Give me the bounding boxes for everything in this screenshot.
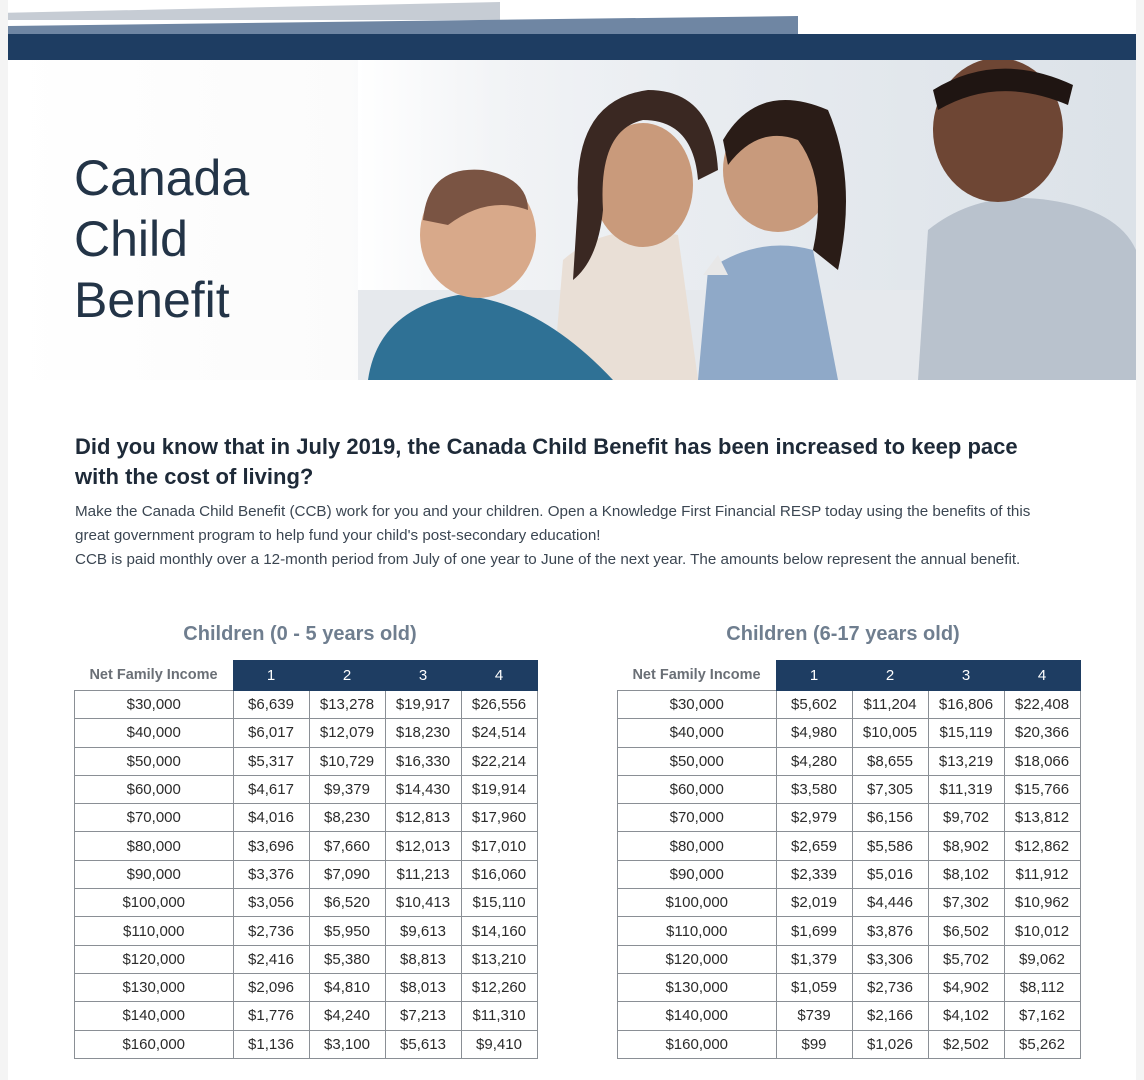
column-header: 3: [928, 661, 1004, 691]
benefit-cell: $3,696: [233, 832, 309, 860]
benefit-cell: $14,430: [385, 775, 461, 803]
benefit-cell: $18,230: [385, 719, 461, 747]
table-body: [618, 691, 1081, 1059]
benefit-cell: $5,702: [928, 945, 1004, 973]
income-cell: $50,000: [75, 747, 234, 775]
income-cell: $130,000: [618, 973, 777, 1001]
benefit-cell: $8,112: [1004, 973, 1080, 1001]
table-row: [75, 1030, 538, 1058]
income-cell: $80,000: [618, 832, 777, 860]
income-cell: $110,000: [618, 917, 777, 945]
column-header: Net Family Income: [89, 667, 218, 684]
income-cell: $60,000: [75, 775, 234, 803]
benefit-cell: $4,810: [309, 973, 385, 1001]
benefit-cell: $10,729: [309, 747, 385, 775]
benefit-cell: $6,017: [233, 719, 309, 747]
benefit-cell: $7,302: [928, 889, 1004, 917]
income-cell: $160,000: [618, 1030, 777, 1058]
benefit-cell: $2,096: [233, 973, 309, 1001]
benefit-cell: $1,026: [852, 1030, 928, 1058]
benefit-cell: $11,213: [385, 860, 461, 888]
income-cell: $110,000: [75, 917, 234, 945]
benefit-table: [617, 660, 1081, 1059]
table-row: [618, 945, 1081, 973]
benefit-cell: $22,408: [1004, 691, 1080, 719]
benefit-cell: $11,912: [1004, 860, 1080, 888]
income-cell: $60,000: [618, 775, 777, 803]
table-row: [618, 889, 1081, 917]
benefit-cell: $2,166: [852, 1002, 928, 1030]
benefit-cell: $6,502: [928, 917, 1004, 945]
income-cell: $70,000: [75, 804, 234, 832]
document-page: [8, 0, 1136, 1080]
benefit-cell: $18,066: [1004, 747, 1080, 775]
table-header-row: [618, 661, 1081, 691]
table-row: [75, 945, 538, 973]
table-row: [618, 917, 1081, 945]
benefit-cell: $99: [776, 1030, 852, 1058]
benefit-cell: $19,914: [461, 775, 537, 803]
hero-title-line: Benefit: [74, 272, 230, 328]
benefit-cell: $10,005: [852, 719, 928, 747]
income-cell: $30,000: [75, 691, 234, 719]
income-cell: $90,000: [75, 860, 234, 888]
income-cell: $120,000: [618, 945, 777, 973]
column-header: 1: [776, 661, 852, 691]
benefit-cell: $4,446: [852, 889, 928, 917]
benefit-cell: $9,613: [385, 917, 461, 945]
benefit-cell: $2,019: [776, 889, 852, 917]
intro-paragraph: CCB is paid monthly over a 12-month period from July of one year to June of the next year. The amounts below represent the annual benefit.: [75, 551, 1021, 568]
table-row: [75, 1002, 538, 1030]
benefit-cell: $13,210: [461, 945, 537, 973]
benefit-cell: $13,812: [1004, 804, 1080, 832]
benefit-cell: $3,376: [233, 860, 309, 888]
benefit-cell: $20,366: [1004, 719, 1080, 747]
benefit-cell: $2,416: [233, 945, 309, 973]
benefit-cell: $2,979: [776, 804, 852, 832]
table-row: [75, 804, 538, 832]
benefit-cell: $26,556: [461, 691, 537, 719]
benefit-cell: $15,110: [461, 889, 537, 917]
benefit-cell: $11,319: [928, 775, 1004, 803]
table-row: [618, 719, 1081, 747]
benefit-cell: $5,262: [1004, 1030, 1080, 1058]
table-row: [75, 917, 538, 945]
intro-paragraph: Make the Canada Child Benefit (CCB) work for you and your children. Open a Knowledge First Financial RESP today using the benefits of this great government program to help fund your child's post-secondary education!: [75, 503, 1031, 544]
benefit-cell: $11,310: [461, 1002, 537, 1030]
table-row: [618, 775, 1081, 803]
benefit-cell: $4,280: [776, 747, 852, 775]
income-cell: $50,000: [618, 747, 777, 775]
benefit-cell: $14,160: [461, 917, 537, 945]
table-row: [75, 832, 538, 860]
column-header: 4: [461, 661, 537, 691]
benefit-cell: $4,902: [928, 973, 1004, 1001]
benefit-cell: $2,736: [233, 917, 309, 945]
decorative-bar-light: [8, 2, 500, 20]
family-photo: [358, 60, 1136, 380]
decorative-bar-dark: [8, 34, 1136, 60]
income-cell: $140,000: [75, 1002, 234, 1030]
income-cell: $120,000: [75, 945, 234, 973]
table-row: [618, 832, 1081, 860]
table-header-row: [75, 661, 538, 691]
table-row: [618, 747, 1081, 775]
benefit-cell: $4,102: [928, 1002, 1004, 1030]
table-body: [75, 691, 538, 1059]
benefit-cell: $16,060: [461, 860, 537, 888]
benefit-cell: $10,962: [1004, 889, 1080, 917]
column-header: 2: [309, 661, 385, 691]
benefit-cell: $1,136: [233, 1030, 309, 1058]
benefit-cell: $8,813: [385, 945, 461, 973]
table-row: [75, 775, 538, 803]
benefit-cell: $1,776: [233, 1002, 309, 1030]
benefit-cell: $9,410: [461, 1030, 537, 1058]
benefit-cell: $7,213: [385, 1002, 461, 1030]
table-row: [618, 860, 1081, 888]
income-cell: $100,000: [618, 889, 777, 917]
income-cell: $130,000: [75, 973, 234, 1001]
table-row: [618, 804, 1081, 832]
benefit-cell: $5,613: [385, 1030, 461, 1058]
benefit-cell: $4,240: [309, 1002, 385, 1030]
benefit-cell: $5,380: [309, 945, 385, 973]
benefit-cell: $12,079: [309, 719, 385, 747]
benefit-cell: $24,514: [461, 719, 537, 747]
benefit-cell: $7,162: [1004, 1002, 1080, 1030]
table-row: [75, 860, 538, 888]
benefit-cell: $8,013: [385, 973, 461, 1001]
benefit-cell: $3,876: [852, 917, 928, 945]
hero-title-line: Canada: [74, 150, 250, 206]
benefit-cell: $5,016: [852, 860, 928, 888]
benefit-cell: $17,960: [461, 804, 537, 832]
column-header: Net Family Income: [632, 667, 761, 684]
benefit-cell: $16,330: [385, 747, 461, 775]
income-cell: $40,000: [618, 719, 777, 747]
table-row: [618, 1002, 1081, 1030]
table-row: [75, 973, 538, 1001]
benefit-cell: $2,659: [776, 832, 852, 860]
income-cell: $140,000: [618, 1002, 777, 1030]
income-cell: $90,000: [618, 860, 777, 888]
table-title: Children (6-17 years old): [726, 623, 960, 645]
benefit-cell: $13,219: [928, 747, 1004, 775]
benefit-cell: $739: [776, 1002, 852, 1030]
benefit-cell: $3,580: [776, 775, 852, 803]
income-cell: $80,000: [75, 832, 234, 860]
column-header: 1: [233, 661, 309, 691]
table-row: [75, 719, 538, 747]
benefit-cell: $8,102: [928, 860, 1004, 888]
benefit-cell: $9,702: [928, 804, 1004, 832]
income-cell: $100,000: [75, 889, 234, 917]
benefit-cell: $19,917: [385, 691, 461, 719]
benefit-cell: $6,639: [233, 691, 309, 719]
benefit-cell: $16,806: [928, 691, 1004, 719]
benefit-cell: $5,586: [852, 832, 928, 860]
benefit-cell: $15,766: [1004, 775, 1080, 803]
benefit-cell: $12,013: [385, 832, 461, 860]
table-row: [618, 973, 1081, 1001]
hero-banner: [8, 60, 1136, 380]
benefit-cell: $6,520: [309, 889, 385, 917]
income-cell: $40,000: [75, 719, 234, 747]
benefit-cell: $8,902: [928, 832, 1004, 860]
column-header: 2: [852, 661, 928, 691]
income-cell: $30,000: [618, 691, 777, 719]
table-title: Children (0 - 5 years old): [183, 623, 417, 645]
benefit-cell: $6,156: [852, 804, 928, 832]
benefit-cell: $12,813: [385, 804, 461, 832]
benefit-table-young: [74, 620, 538, 1059]
benefit-cell: $1,699: [776, 917, 852, 945]
benefit-cell: $8,655: [852, 747, 928, 775]
benefit-table: [74, 660, 538, 1059]
benefit-table-older: [617, 620, 1081, 1059]
table-row: [618, 1030, 1081, 1058]
benefit-cell: $3,100: [309, 1030, 385, 1058]
intro-headline: Did you know that in July 2019, the Canada Child Benefit has been increased to keep pace with the cost of living?: [75, 434, 1018, 489]
benefit-cell: $9,062: [1004, 945, 1080, 973]
benefit-cell: $15,119: [928, 719, 1004, 747]
benefit-cell: $5,602: [776, 691, 852, 719]
income-cell: $160,000: [75, 1030, 234, 1058]
benefit-cell: $10,012: [1004, 917, 1080, 945]
benefit-cell: $5,950: [309, 917, 385, 945]
benefit-cell: $22,214: [461, 747, 537, 775]
benefit-cell: $4,980: [776, 719, 852, 747]
column-header: 4: [1004, 661, 1080, 691]
table-row: [75, 747, 538, 775]
benefit-cell: $3,306: [852, 945, 928, 973]
hero-title-line: Child: [74, 211, 188, 267]
benefit-cell: $4,617: [233, 775, 309, 803]
table-row: [618, 691, 1081, 719]
benefit-cell: $3,056: [233, 889, 309, 917]
benefit-cell: $2,502: [928, 1030, 1004, 1058]
benefit-cell: $1,379: [776, 945, 852, 973]
column-header: 3: [385, 661, 461, 691]
income-cell: $70,000: [618, 804, 777, 832]
benefit-cell: $1,059: [776, 973, 852, 1001]
benefit-cell: $5,317: [233, 747, 309, 775]
benefit-cell: $13,278: [309, 691, 385, 719]
benefit-cell: $11,204: [852, 691, 928, 719]
benefit-cell: $4,016: [233, 804, 309, 832]
table-row: [75, 691, 538, 719]
benefit-cell: $9,379: [309, 775, 385, 803]
benefit-cell: $8,230: [309, 804, 385, 832]
benefit-cell: $7,660: [309, 832, 385, 860]
benefit-cell: $12,260: [461, 973, 537, 1001]
table-row: [75, 889, 538, 917]
benefit-cell: $17,010: [461, 832, 537, 860]
benefit-cell: $2,339: [776, 860, 852, 888]
benefit-cell: $10,413: [385, 889, 461, 917]
benefit-cell: $7,305: [852, 775, 928, 803]
benefit-cell: $12,862: [1004, 832, 1080, 860]
benefit-cell: $2,736: [852, 973, 928, 1001]
hero-title: [74, 148, 249, 331]
benefit-cell: $7,090: [309, 860, 385, 888]
